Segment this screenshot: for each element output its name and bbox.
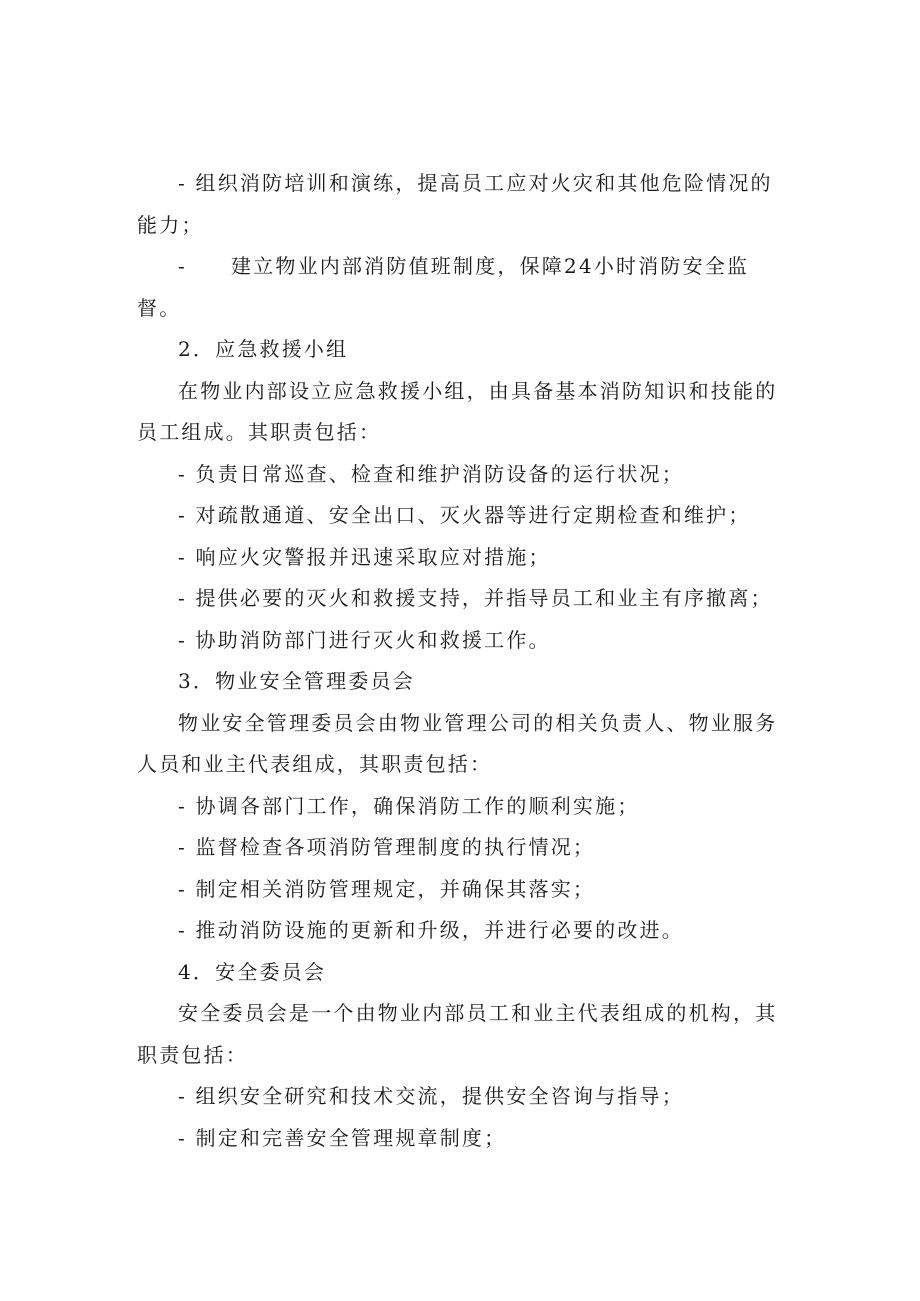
bullet-supervise: - 监督检查各项消防管理制度的执行情况； [178, 835, 596, 859]
paragraph-security-committee: 安全委员会是一个由物业内部员工和业主代表组成的机构，其 [178, 1001, 778, 1025]
bullet-research: - 组织安全研究和技术交流，提供安全咨询与指导； [178, 1084, 684, 1108]
bullet-daily-inspection: - 负责日常巡查、检查和维护消防设备的运行状况； [178, 461, 684, 486]
bullet-upgrade: - 推动消防设施的更新和升级，并进行必要的改进。 [178, 918, 684, 942]
bullet-rules: - 制定和完善安全管理规章制度； [178, 1125, 507, 1150]
bullet-dash: - [178, 254, 187, 278]
bullet-fire-training: - 组织消防培训和演练，提高员工应对火灾和其他危险情况的 [178, 171, 773, 195]
bullet-duty-system-text: 建立物业内部消防值班制度，保障24小时消防安全监 [230, 254, 750, 278]
bullet-evacuation-check: - 对疏散通道、安全出口、灭火器等进行定期检查和维护； [178, 503, 751, 527]
section-heading-safety-committee: 3．物业安全管理委员会 [178, 669, 415, 693]
paragraph-safety-committee: 物业安全管理委员会由物业管理公司的相关负责人、物业服务 [178, 710, 778, 735]
paragraph-emergency-team-cont: 员工组成。其职责包括： [137, 420, 382, 444]
bullet-alarm-response: - 响应火灾警报并迅速采取应对措施； [178, 544, 551, 569]
bullet-duty-system-cont: 督。 [137, 295, 182, 320]
bullet-regulations: - 制定相关消防管理规定，并确保其落实； [178, 876, 596, 901]
bullet-assist-fire-dept: - 协助消防部门进行灭火和救援工作。 [178, 627, 551, 652]
paragraph-emergency-team: 在物业内部设立应急救援小组，由具备基本消防知识和技能的 [178, 378, 778, 403]
document-body [137, 163, 778, 1159]
section-heading-emergency-team: 2．应急救援小组 [178, 337, 349, 361]
paragraph-security-committee-cont: 职责包括： [137, 1042, 248, 1067]
bullet-coordinate: - 协调各部门工作，确保消防工作的顺利实施； [178, 793, 640, 818]
bullet-fire-training-cont: 能力； [137, 212, 204, 237]
bullet-rescue-support: - 提供必要的灭火和救援支持，并指导员工和业主有序撤离； [178, 586, 773, 610]
paragraph-safety-committee-cont: 人员和业主代表组成，其职责包括： [137, 752, 493, 776]
bullet-duty-system [137, 246, 769, 288]
section-heading-security-committee: 4．安全委员会 [178, 959, 327, 984]
